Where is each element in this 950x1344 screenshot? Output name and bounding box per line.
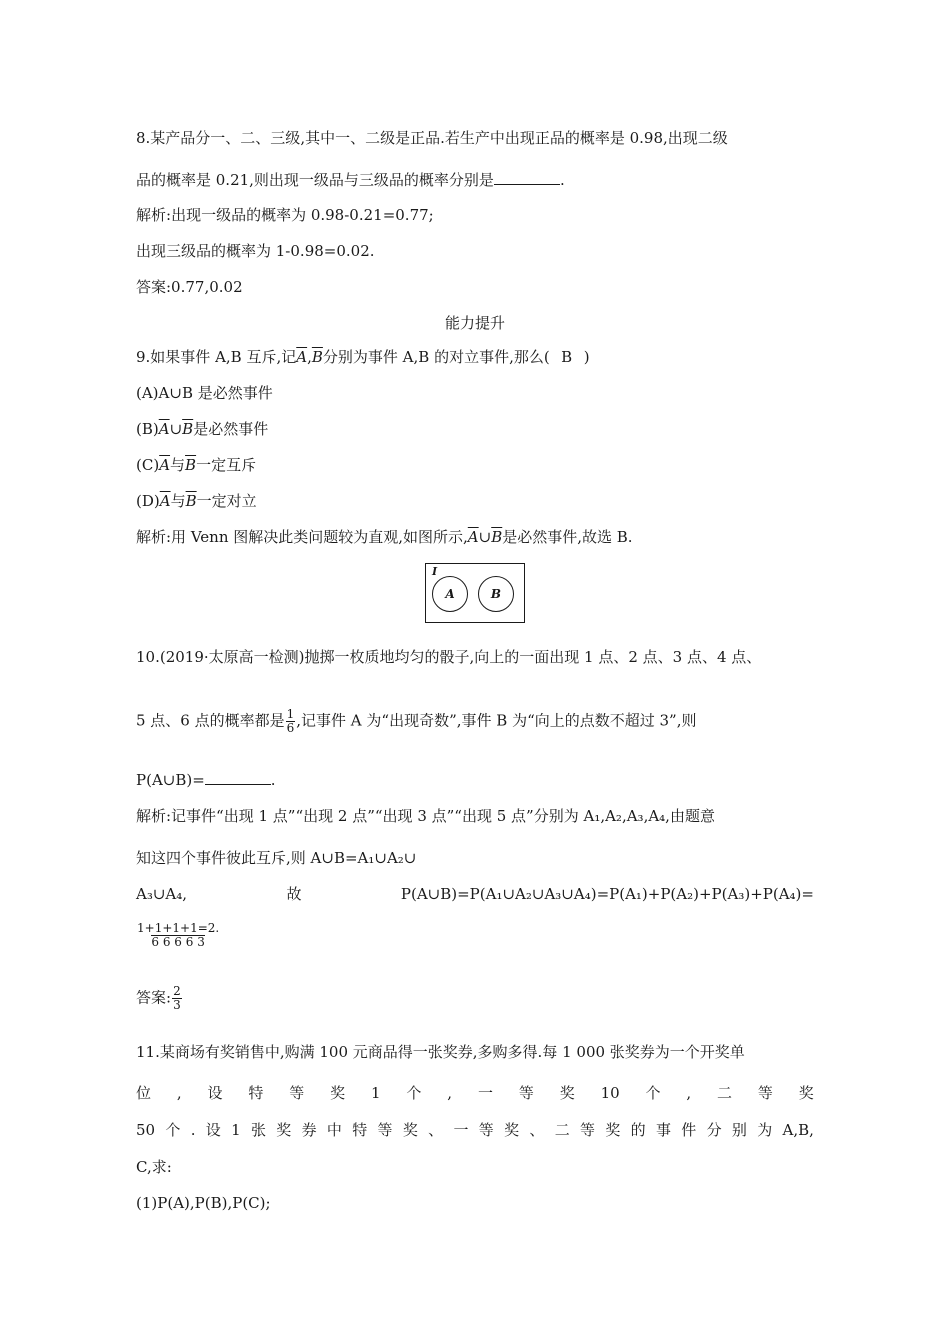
q8-answer: 答案:0.77,0.02	[136, 278, 243, 296]
q11-stem-line2	[136, 1083, 814, 1103]
q11-token: 10	[600, 1084, 620, 1102]
q11-token: 位	[136, 1084, 152, 1102]
option-label: (C)	[136, 456, 160, 474]
q10-stem-line2	[136, 708, 697, 735]
union-symbol: ∪	[478, 528, 492, 546]
q11-token: 设	[205, 1121, 221, 1139]
q11-token: 件	[681, 1121, 697, 1139]
q11-token: 奖	[330, 1084, 346, 1102]
q11-token: 奖	[559, 1084, 575, 1102]
answer-label: 答案:	[136, 988, 172, 1007]
b-complement: $\overline{B}$	[491, 528, 503, 546]
q11-token: 个	[165, 1121, 181, 1139]
q8-solution-text: 出现一级品的概率为 0.98-0.21=0.77;	[171, 206, 434, 224]
q10-fraction-sum	[136, 922, 220, 949]
q11-token: 等	[580, 1121, 596, 1139]
q11-token: 等	[757, 1084, 773, 1102]
q11-token: 二	[717, 1084, 733, 1102]
sum-denominators: 6 6 6 6 3	[151, 935, 205, 949]
q11-token: 奖	[504, 1121, 520, 1139]
q11-token: 特	[248, 1084, 264, 1102]
q11-token: 事	[655, 1121, 671, 1139]
denominator: 6	[286, 721, 295, 735]
q11-token: 奖	[605, 1121, 621, 1139]
q11-token: 二	[554, 1121, 570, 1139]
option-text: 是必然事件	[193, 420, 269, 438]
q11-token: 等	[478, 1121, 494, 1139]
q11-token: 1	[231, 1121, 241, 1139]
q11-token: 等	[518, 1084, 534, 1102]
q8-period: .	[559, 171, 565, 189]
q11-token: 个	[406, 1084, 422, 1102]
q11-token: ,	[686, 1084, 692, 1102]
q8-stem-line2	[136, 170, 565, 190]
q11-stem-line1: 11.某商场有奖销售中,购满 100 元商品得一张奖券,多购多得.每 1 000 张奖券为一个开奖单	[136, 1043, 745, 1061]
q11-token: 1	[371, 1084, 381, 1102]
q11-token: 等	[289, 1084, 305, 1102]
option-connector: 与	[170, 492, 186, 510]
option-label: (D)	[136, 492, 160, 510]
q11-stem-line3	[136, 1120, 814, 1140]
answer-blank	[494, 170, 560, 185]
q11-token: 个	[645, 1084, 661, 1102]
q11-token: 张	[250, 1121, 266, 1139]
q9-option-b	[136, 419, 268, 439]
a-complement: $\overline{A}$	[159, 492, 171, 510]
q9-stem-text-2: 分别为事件 A,B 的对立事件,那么(	[322, 348, 550, 366]
q10-solution-part-a: A₃∪A₄,	[136, 885, 188, 903]
q9-option-d	[136, 491, 257, 511]
q11-token: 50	[136, 1121, 156, 1139]
q11-token: 的	[630, 1121, 646, 1139]
union-symbol: ∪	[169, 420, 183, 438]
q11-token: 特	[352, 1121, 368, 1139]
q11-token: A,B,	[782, 1121, 814, 1139]
b-complement: $\overline{B}$	[185, 456, 197, 474]
q11-token: .	[190, 1121, 196, 1139]
q11-token: ,	[176, 1084, 182, 1102]
q10-answer	[136, 985, 183, 1012]
q11-token: 设	[207, 1084, 223, 1102]
q8-stem-line1: 8.某产品分一、二、三级,其中一、二级是正品.若生产中出现正品的概率是 0.98,出现二级	[136, 129, 728, 147]
q10-stem-line1: 10.(2019·太原高一检测)抛掷一枚质地均匀的骰子,向上的一面出现 1 点、2 点、3 点、4 点、	[136, 648, 762, 666]
q10-solution-line1: 解析:记事件“出现 1 点”“出现 2 点”“出现 3 点”“出现 5 点”分别为 A₁,A₂,A₃,A₄,由题意	[136, 807, 715, 825]
q11-token: 、	[529, 1121, 545, 1139]
a-complement: $\overline{A}$	[159, 456, 171, 474]
universe-label: I	[432, 565, 438, 578]
q9-solution-text-2: 是必然事件,故选 B.	[502, 528, 633, 546]
q8-stem-text: 品的概率是 0.21,则出现一级品与三级品的概率分别是	[136, 171, 494, 189]
q9-comma: ,	[307, 348, 312, 366]
a-complement: $\overline{A}$	[296, 348, 308, 366]
q11-token: 一	[453, 1121, 469, 1139]
set-a-circle	[432, 576, 468, 612]
q11-part1: (1)P(A),P(B),P(C);	[136, 1194, 271, 1212]
q11-token: 券	[301, 1121, 317, 1139]
solution-label: 解析:	[136, 206, 172, 224]
q10-period: .	[270, 771, 276, 789]
fraction-one-sixth	[286, 708, 296, 735]
q8-solution-line1	[136, 205, 434, 225]
q10-stem-text-3: P(A∪B)=	[136, 771, 205, 789]
a-complement: $\overline{A}$	[158, 420, 170, 438]
q9-close-paren: )	[583, 348, 590, 366]
a-complement: $\overline{A}$	[467, 528, 479, 546]
q10-solution-part-b: 故	[286, 885, 302, 903]
q11-token: 、	[428, 1121, 444, 1139]
numerator: 1	[286, 707, 295, 721]
answer-blank	[205, 770, 271, 785]
q11-token: 奖	[798, 1084, 814, 1102]
q11-token: 奖	[402, 1121, 418, 1139]
q11-token: 中	[326, 1121, 342, 1139]
venn-diagram	[425, 563, 525, 623]
q9-stem	[136, 347, 590, 367]
q11-token: 别	[731, 1121, 747, 1139]
option-text: 一定互斥	[196, 456, 257, 474]
q9-solution-text: 解析:用 Venn 图解决此类问题较为直观,如图所示,	[136, 528, 468, 546]
denominator: 3	[173, 998, 181, 1012]
fraction-two-thirds	[172, 985, 182, 1012]
option-connector: 与	[170, 456, 186, 474]
q11-token: 一	[477, 1084, 493, 1102]
q8-solution-line2: 出现三级品的概率为 1-0.98=0.02.	[136, 242, 375, 260]
q10-solution-part-c: P(A∪B)=P(A₁∪A₂∪A₃∪A₄)=P(A₁)+P(A₂)+P(A₃)+P(A₄)=	[400, 885, 814, 903]
b-complement: $\overline{B}$	[185, 492, 197, 510]
q10-stem-text: 5 点、6 点的概率都是	[136, 711, 285, 730]
set-a-label: A	[445, 587, 455, 601]
b-complement: $\overline{B}$	[311, 348, 323, 366]
q11-token: 奖	[276, 1121, 292, 1139]
sum-numerators: 1+1+1+1=2.	[137, 921, 220, 935]
set-b-label: B	[490, 587, 502, 601]
q11-token: 等	[377, 1121, 393, 1139]
q9-stem-text: 9.如果事件 A,B 互斥,记	[136, 348, 297, 366]
q10-solution-line3	[136, 884, 814, 904]
set-b-circle	[478, 576, 514, 612]
fraction-sum	[137, 922, 219, 949]
b-complement: $\overline{B}$	[182, 420, 194, 438]
q9-option-c	[136, 455, 256, 475]
option-text: 一定对立	[196, 492, 257, 510]
q11-stem-line4: C,求:	[136, 1158, 172, 1176]
q9-answer: B	[561, 348, 573, 366]
q9-option-a: (A)A∪B 是必然事件	[136, 384, 273, 402]
q11-token: 分	[706, 1121, 722, 1139]
q10-stem-line3	[136, 770, 276, 790]
section-title: 能力提升	[444, 314, 505, 332]
option-label: (B)	[136, 420, 159, 438]
numerator: 2	[173, 984, 181, 998]
q10-solution-line2: 知这四个事件彼此互斥,则 A∪B=A₁∪A₂∪	[136, 849, 417, 867]
q11-token: ,	[447, 1084, 453, 1102]
q11-token: 为	[757, 1121, 773, 1139]
q10-stem-text-2: ,记事件 A 为“出现奇数”,事件 B 为“向上的点数不超过 3”,则	[296, 711, 697, 730]
q9-solution	[136, 527, 633, 547]
